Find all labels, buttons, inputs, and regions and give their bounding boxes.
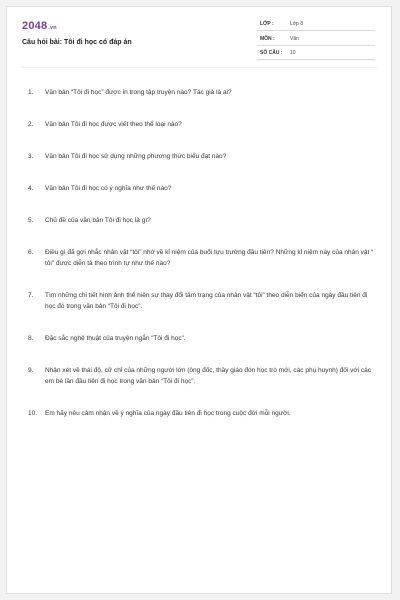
- question-item: [21, 151, 379, 162]
- page-title: Câu hỏi bài: Tôi đi học có đáp án: [22, 39, 132, 46]
- question-text: Đặc sắc nghệ thuật của truyện ngắn “Tôi đi học”.: [45, 335, 186, 342]
- meta-value: 10: [290, 50, 296, 56]
- header-divider: [21, 67, 377, 68]
- question-item: [21, 87, 379, 98]
- meta-label: MÔN :: [260, 35, 275, 42]
- question-item: [21, 365, 379, 387]
- question-number: 1.: [28, 89, 34, 96]
- worksheet-meta: [257, 18, 375, 62]
- question-number: 8.: [28, 335, 34, 342]
- site-logo[interactable]: [22, 20, 57, 32]
- question-item: [21, 333, 379, 344]
- question-item: [21, 183, 379, 194]
- question-text: Văn bản “Tôi đi học” được in trong tập truyện nào? Tác giả là ai?: [45, 89, 232, 96]
- question-item: [21, 408, 379, 419]
- question-text: Điều gì đã gợi nhắc nhân vật “tôi” nhớ về kỉ niệm của buổi tựu trường đầu tiên? Những kỉ niệm này của nhân vật “ tôi” được diễn tả theo trình tự như thế nào?: [45, 249, 374, 267]
- question-item: [21, 215, 379, 226]
- meta-value: Lớp 8: [290, 21, 304, 27]
- question-text: Nhận xét về thái độ, cử chỉ của những người lớn (ông đốc, thầy giáo đón học trò mới, các phụ huynh) đối với các em bé lần đầu tiên đi học trong văn bản “Tôi đi học”.: [45, 367, 372, 385]
- meta-label: SỐ CÂU :: [260, 50, 283, 56]
- question-number: 3.: [28, 153, 34, 160]
- logo-suffix-text: .vn: [48, 25, 57, 31]
- worksheet-page: [6, 6, 392, 594]
- question-number: 10.: [28, 410, 38, 417]
- meta-label: LỚP :: [260, 21, 274, 27]
- question-list: [21, 87, 379, 440]
- worksheet-header: [7, 7, 391, 65]
- meta-row-subject: [257, 33, 375, 46]
- logo-main-text: 2048: [22, 20, 48, 32]
- question-item: [21, 290, 379, 312]
- question-text: Tìm những chi tiết hình ảnh thể hiện sự thay đổi tâm trạng của nhân vật “tôi” theo diễn biến của ngày đầu tiên đi học đó trong văn bản “Tôi đi học”.: [45, 292, 368, 310]
- question-text: Văn bản Tôi đi học có ý nghĩa như thế nào?: [45, 185, 172, 192]
- question-text: Văn bản Tôi đi học sử dụng những phương thức biểu đạt nào?: [45, 153, 227, 160]
- question-number: 4.: [28, 185, 34, 192]
- question-number: 7.: [28, 292, 34, 299]
- question-text: Chủ đề của văn bản Tôi đi học là gì?: [45, 217, 151, 224]
- question-item: [21, 247, 379, 269]
- question-number: 6.: [28, 249, 34, 256]
- meta-row-question-count: [257, 47, 375, 60]
- question-text: Văn bản Tôi đi học được viết theo thể loại nào?: [45, 121, 182, 128]
- question-text: Em hãy nêu cảm nhận về ý nghĩa của ngày đầu tiên đi học trong cuộc đời mỗi người.: [45, 410, 291, 417]
- meta-row-class: [257, 18, 375, 31]
- meta-value: Văn: [290, 35, 299, 42]
- question-number: 2.: [28, 121, 34, 128]
- question-number: 5.: [28, 217, 34, 224]
- question-item: [21, 119, 379, 130]
- question-number: 9.: [28, 367, 34, 374]
